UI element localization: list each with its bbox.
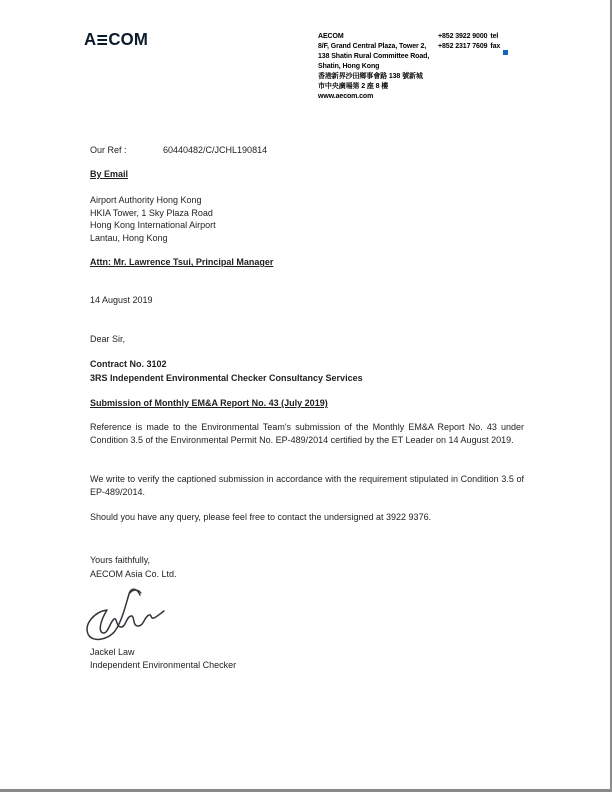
valediction: Yours faithfully,: [90, 555, 151, 565]
aecom-logo-com: COM: [108, 29, 149, 49]
body-paragraph: Reference is made to the Environmental Team's submission of the Monthly EM&A Report No. 43 under Condition 3.5 of the Environmental Permit No. EP-489/2014 certified by the ET Leader on 14 August 2019.: [90, 422, 524, 445]
reference-value: 60440482/C/JCHL190814: [163, 145, 268, 155]
letter-date: 14 August 2019: [90, 295, 153, 305]
recipient-line: Airport Authority Hong Kong: [90, 195, 202, 205]
aecom-logo-e-bars-icon: [97, 34, 107, 46]
attention-line: Attn: Mr. Lawrence Tsui, Principal Manager: [90, 257, 274, 267]
recipient-line: Hong Kong International Airport: [90, 220, 216, 231]
signer-title: Independent Environmental Checker: [90, 659, 237, 670]
delivery-method: By Email: [90, 169, 129, 179]
letterhead-phones: [438, 32, 500, 52]
letterhead-address-line: 138 Shatin Rural Committee Road,: [318, 53, 430, 60]
aecom-logo: [84, 31, 148, 48]
signer-name: Jackel Law: [90, 647, 135, 657]
contract-title: 3RS Independent Environmental Checker Consultancy Services: [90, 372, 363, 383]
letterhead-address-line: Shatin, Hong Kong: [318, 63, 380, 70]
aecom-logo-a: A: [84, 29, 97, 49]
recipient-address: [90, 194, 216, 244]
contract-heading: [90, 358, 363, 385]
reference-label: Our Ref :: [90, 145, 127, 155]
signature-image: [80, 584, 180, 648]
body-paragraph: We write to verify the captioned submission in accordance with the requirement stipulated in Condition 3.5 of EP-489/2014.: [90, 474, 524, 497]
recipient-line: Lantau, Hong Kong: [90, 232, 168, 243]
reference-line: [90, 144, 267, 157]
recipient-line: HKIA Tower, 1 Sky Plaza Road: [90, 207, 213, 218]
contract-number: Contract No. 3102: [90, 359, 167, 369]
letterhead-address: [318, 32, 442, 102]
letterhead-address-line: 8/F, Grand Central Plaza, Tower 2,: [318, 43, 427, 50]
letterhead-company: AECOM: [318, 33, 344, 40]
salutation: Dear Sir,: [90, 334, 126, 344]
letterhead-address-line-chinese: 香港新界沙田鄉事會路 138 號新城: [318, 73, 423, 80]
blue-square-mark: [503, 50, 508, 55]
closing-block: [90, 554, 177, 581]
signer-block: [90, 646, 236, 672]
subject-line: Submission of Monthly EM&A Report No. 43 (July 2019): [90, 398, 328, 408]
body-paragraph: Should you have any query, please feel free to contact the undersigned at 3922 9376.: [90, 512, 432, 522]
letterhead-fax: +852 2317 7609 fax: [438, 43, 501, 50]
closing-company: AECOM Asia Co. Ltd.: [90, 568, 177, 579]
letterhead-website: www.aecom.com: [318, 93, 374, 100]
letterhead-address-line-chinese: 市中央廣場第 2 座 8 樓: [318, 83, 389, 90]
letterhead-tel: +852 3922 9000 tel: [438, 33, 499, 40]
